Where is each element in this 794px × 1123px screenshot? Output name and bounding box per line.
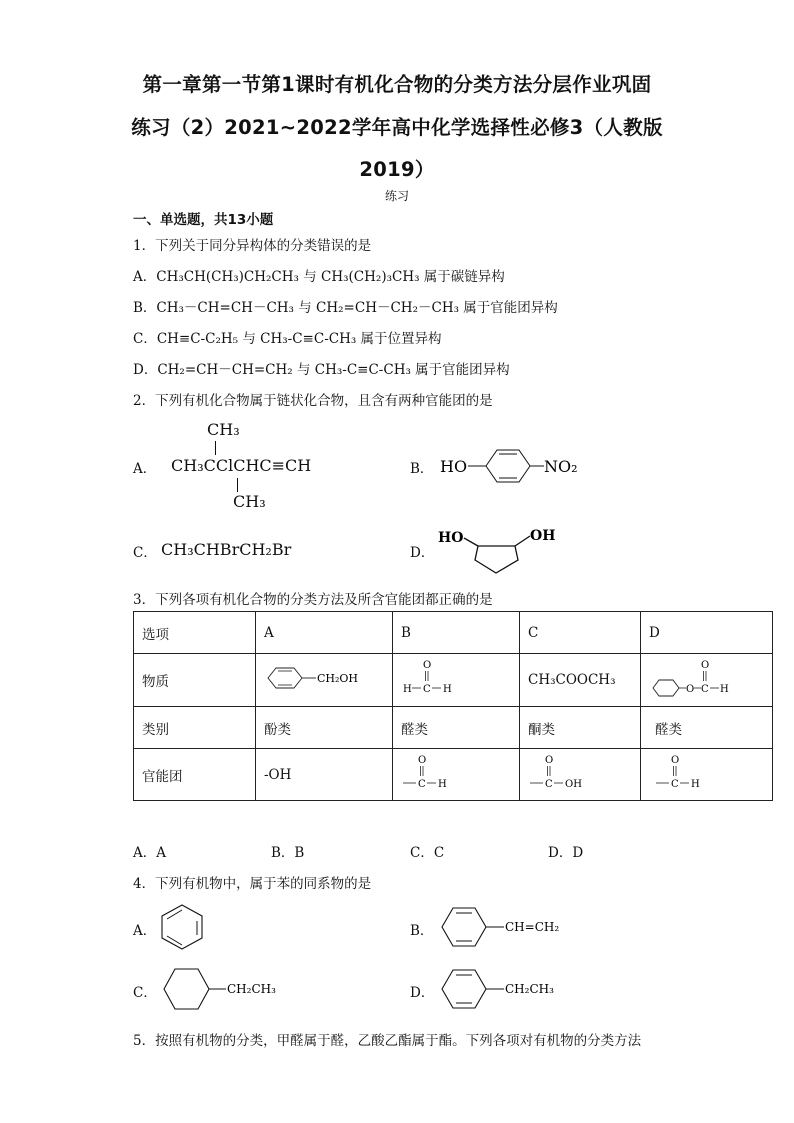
q3-d-h-label: H [720, 684, 729, 695]
q3-answer-d: D．D [548, 845, 584, 861]
q4-b-styrene-structure [438, 904, 578, 950]
q3-header-option: 选项 [134, 612, 256, 654]
q3-header-d: D [641, 612, 773, 654]
q2-b-nitrophenol-structure [436, 444, 586, 488]
q3-answer-a: A．A [133, 845, 166, 861]
q3-answer-b: B．B [271, 845, 305, 861]
q2-b-ho-label: HO [440, 457, 468, 476]
q3-b-o-label: O [423, 660, 432, 671]
q2-a-bond-bottom [237, 478, 238, 492]
q4-label-b: B． [410, 923, 434, 939]
q2-a-bottom-methyl: CH₃ [233, 492, 266, 511]
q4-d-ethylbenzene-structure [438, 966, 578, 1012]
q3-benzyl-alcohol-structure [264, 663, 374, 693]
q3-b-group-h-label: H [438, 778, 447, 790]
q2-label-a: A． [133, 461, 157, 477]
q3-c-group-c-label: C [545, 778, 553, 790]
q1-option-d: D．CH₂=CH－CH=CH₂ 与 CH₃-C≡C-CH₃ 属于官能团异构 [133, 362, 510, 378]
q3-category-row [134, 707, 773, 749]
q2-d-ho-label: HO [438, 530, 464, 546]
q3-a-ch2oh-label: CH₂OH [317, 672, 359, 685]
q4-b-vinyl-label: CH=CH₂ [505, 920, 560, 934]
q4-c-ethylcyclohexane-structure [160, 965, 290, 1013]
q3-functional-group-row [134, 749, 773, 801]
q2-c-formula: CH₃CHBrCH₂Br [161, 540, 292, 559]
q4-c-ethyl-label: CH₂CH₃ [227, 982, 276, 996]
q3-table [133, 611, 773, 801]
q3-d-o-label: O [701, 660, 710, 671]
q4-label-d: D． [410, 985, 435, 1001]
q2-d-oh-label: OH [530, 528, 556, 544]
q1-option-b: B．CH₃－CH=CH－CH₃ 与 CH₂=CH－CH₂－CH₃ 属于官能团异构 [133, 300, 558, 316]
q3-group-c [520, 749, 641, 801]
title-line-2: 练习（2）2021~2022学年高中化学选择性必修3（人教版 [131, 116, 663, 139]
q3-d-group-c-label: C [671, 778, 679, 790]
q2-stem: 2．下列有机化合物属于链状化合物，且含有两种官能团的是 [133, 393, 493, 409]
q3-category-label: 类别 [134, 707, 256, 749]
q3-formaldehyde-structure [401, 658, 471, 698]
section-heading: 一、单选题，共13小题 [133, 212, 274, 228]
q3-group-b [393, 749, 520, 801]
q4-stem: 4．下列有机物中，属于苯的同系物的是 [133, 876, 372, 892]
subtitle: 练习 [384, 189, 409, 203]
q4-a-benzene-structure [158, 904, 206, 950]
q3-substance-b [393, 654, 520, 707]
q3-substance-label: 物质 [134, 654, 256, 707]
q2-b-no2-label: NO₂ [544, 457, 578, 476]
title-line-3: 2019） [359, 158, 435, 181]
q3-b-c-label: C [423, 684, 431, 695]
q1-stem: 1．下列关于同分异构体的分类错误的是 [133, 238, 372, 254]
q5-stem: 5．按照有机物的分类，甲醛属于醛，乙酸乙酯属于酯。下列各项对有机物的分类方法 [133, 1033, 642, 1049]
q3-group-a: -OH [256, 749, 393, 801]
q3-header-a: A [256, 612, 393, 654]
q2-a-main-chain: CH₃CClCHC≡CH [171, 456, 312, 475]
q3-group-d [641, 749, 773, 801]
q3-category-a: 酚类 [256, 707, 393, 749]
q2-label-c: C． [133, 545, 157, 561]
q2-a-bond-top [215, 441, 216, 455]
q3-b-h1-label: H [403, 684, 412, 695]
q2-label-b: B． [410, 461, 434, 477]
q3-header-b: B [393, 612, 520, 654]
q2-label-d: D． [410, 545, 435, 561]
q4-d-ethyl-label: CH₂CH₃ [505, 982, 554, 996]
q3-phenyl-formate-structure [649, 658, 759, 698]
q4-label-a: A． [133, 923, 157, 939]
q3-substance-c: CH₃COOCH₃ [520, 654, 641, 707]
q3-functional-group-label: 官能团 [134, 749, 256, 801]
q3-aldehyde-group-structure [401, 753, 461, 793]
q1-option-a: A．CH₃CH(CH₃)CH₂CH₃ 与 CH₃(CH₂)₃CH₃ 属于碳链异构 [133, 269, 505, 285]
title-line-1: 第一章第一节第1课时有机化合物的分类方法分层作业巩固 [142, 73, 652, 96]
q3-category-d: 醛类 [641, 707, 773, 749]
q1-option-c: C．CH≡C-C₂H₅ 与 CH₃-C≡C-CH₃ 属于位置异构 [133, 331, 442, 347]
q3-d-group-h-label: H [691, 778, 700, 790]
q3-category-b: 醛类 [393, 707, 520, 749]
q3-d-group-o-label: O [671, 754, 680, 766]
q4-label-c: C． [133, 985, 157, 1001]
q3-d-ester-o-label: O [686, 684, 695, 695]
q3-d-aldehyde-group-structure [649, 753, 709, 793]
q3-c-group-o-label: O [545, 754, 554, 766]
q3-b-group-c-label: C [418, 778, 426, 790]
q3-substance-d [641, 654, 773, 707]
q3-header-row [134, 612, 773, 654]
q3-b-group-o-label: O [418, 754, 427, 766]
q3-stem: 3．下列各项有机化合物的分类方法及所含官能团都正确的是 [133, 592, 493, 608]
q2-d-cyclopentanediol-structure [434, 524, 564, 576]
q2-a-top-methyl: CH₃ [207, 420, 240, 439]
q3-header-c: C [520, 612, 641, 654]
q3-substance-row [134, 654, 773, 707]
q3-substance-a [256, 654, 393, 707]
q3-category-c: 酮类 [520, 707, 641, 749]
q3-carboxyl-group-structure [528, 753, 598, 793]
q3-b-h2-label: H [443, 684, 452, 695]
q3-answer-c: C．C [410, 845, 445, 861]
q3-d-c-label: C [701, 684, 709, 695]
q3-c-group-oh-label: OH [565, 778, 582, 790]
